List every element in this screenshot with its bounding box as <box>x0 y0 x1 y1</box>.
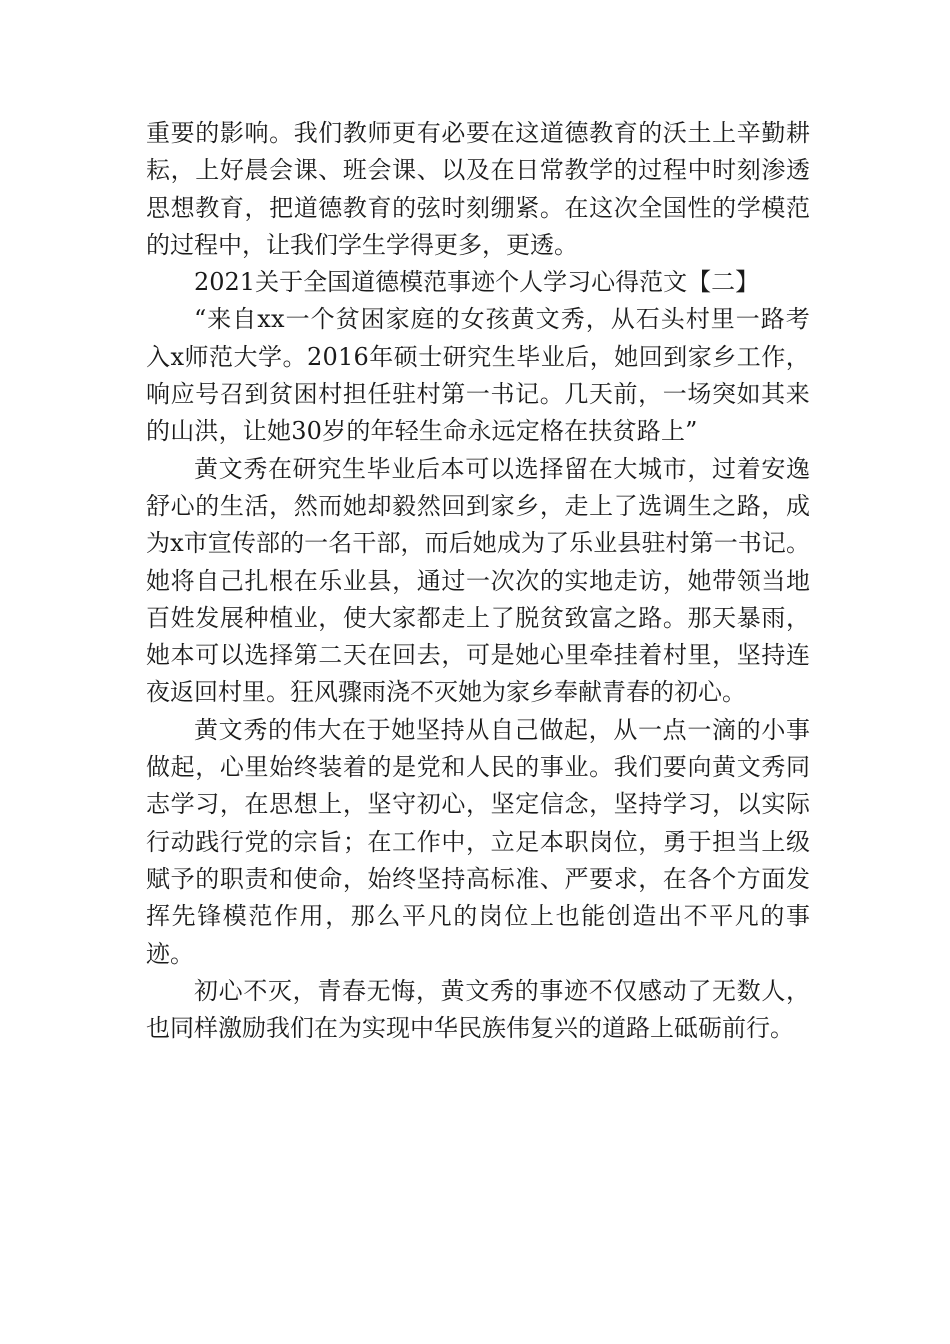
paragraph-body: 黄文秀在研究生毕业后本可以选择留在大城市，过着安逸舒心的生活，然而她却毅然回到家乡，走上了选调生之路，成为x市宣传部的一名干部，而后她成为了乐业县驻村第一书记。她将自己扎根在乐业县，通过一次次的实地走访，她带领当地百姓发展种植业，使大家都走上了脱贫致富之路。那天暴雨，她本可以选择第二天在回去，可是她心里牵挂着村里，坚持连夜返回村里。狂风骤雨浇不灭她为家乡奉献青春的初心。 <box>146 454 810 707</box>
paragraph-continuation: 重要的影响。我们教师更有必要在这道德教育的沃土上辛勤耕耘，上好晨会课、班会课、以及在日常教学的过程中时刻渗透思想教育，把道德教育的弦时刻绷紧。在这次全国性的学模范的过程中，让我们学生学得更多，更透。 <box>146 119 810 259</box>
document-page <box>146 115 810 1047</box>
paragraph-conclusion: 初心不灭，青春无悔，黄文秀的事迹不仅感动了无数人，也同样激励我们在为实现中华民族伟复兴的道路上砥砺前行。 <box>146 976 810 1043</box>
section-heading: 2021关于全国道德模范事迹个人学习心得范文【二】 <box>194 268 760 297</box>
paragraph-quote: “来自xx一个贫困家庭的女孩黄文秀，从石头村里一路考入x师范大学。2016年硕士研究生毕业后，她回到家乡工作，响应号召到贫困村担任驻村第一书记。几天前，一场突如其来的山洪，让她30岁的年轻生命永远定格在扶贫路上” <box>146 305 810 446</box>
paragraph-body: 黄文秀的伟大在于她坚持从自己做起，从一点一滴的小事做起，心里始终装着的是党和人民的事业。我们要向黄文秀同志学习，在思想上，坚守初心，坚定信念，坚持学习，以实际行动践行党的宗旨；在工作中，立足本职岗位，勇于担当上级赋予的职责和使命，始终坚持高标准、严要求，在各个方面发挥先锋模范作用，那么平凡的岗位上也能创造出不平凡的事迹。 <box>146 715 810 968</box>
